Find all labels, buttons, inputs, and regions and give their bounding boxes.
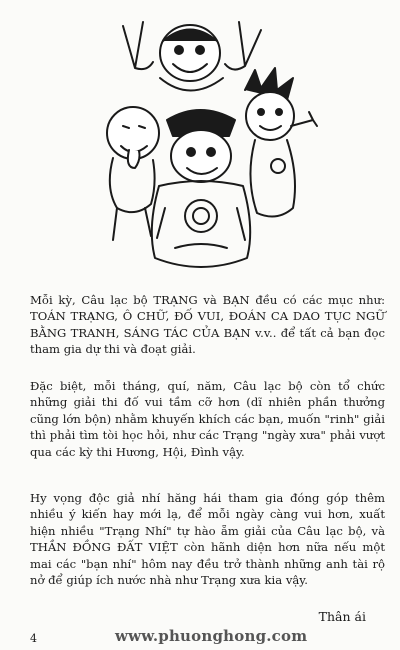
paragraph-hope [30, 490, 385, 588]
cartoon-characters-illustration [95, 8, 320, 276]
website-watermark: www.phuonghong.com [115, 627, 308, 645]
paragraph-2-text: Đặc biệt, mỗi tháng, quí, năm, Câu lạc bộ còn tổ chức những giải thi đố vui tầm cỡ hơn (dĩ nhiên phần thưởng cũng lớn bộn) nhằm khuyến khích các bạn, muốn "rinh" giải thì phải tìm tòi học hỏi, như các Trạng "ngày xưa" phải vượt qua các kỳ thi Hương, Hội, Đình vậy. [30, 379, 385, 459]
paragraph-3-text: Hy vọng độc giả nhí hăng hái tham gia đóng góp thêm nhiều ý kiến hay mới lạ, để mỗi ngày càng vui hơn, xuất hiện nhiều "Trạng Nhí" tự hào ẵm giải của Câu lạc bộ, và THẦN ĐỒNG ĐẤT VIỆT còn hãnh diện hơn nữa nếu một mai các "bạn nhí" hôm nay đều trở thành những anh tài rộ nở để giúp ích nước nhà như Trạng xưa kia vậy. [30, 491, 385, 588]
top-character-figure [123, 22, 261, 91]
paragraph-1-text: Mỗi kỳ, Câu lạc bộ TRẠNG và BẠN đều có các mục như: TOÁN TRẠNG, Ô CHỮ, ĐỐ VUI, ĐOÁN CA DAO TỤC NGỮ BẰNG TRANH, SÁNG TÁC CỦA BẠN v.v.. để tất cả bạn đọc tham gia dự thi và đoạt giải. [30, 293, 385, 357]
signature: Thân ái [318, 609, 366, 624]
paragraph-special-contests [30, 378, 385, 460]
left-character-figure [107, 107, 159, 240]
paragraph-clubs-sections [30, 292, 385, 358]
center-character-figure [152, 110, 250, 267]
page-number: 4 [30, 632, 37, 645]
right-character-figure [245, 68, 317, 217]
